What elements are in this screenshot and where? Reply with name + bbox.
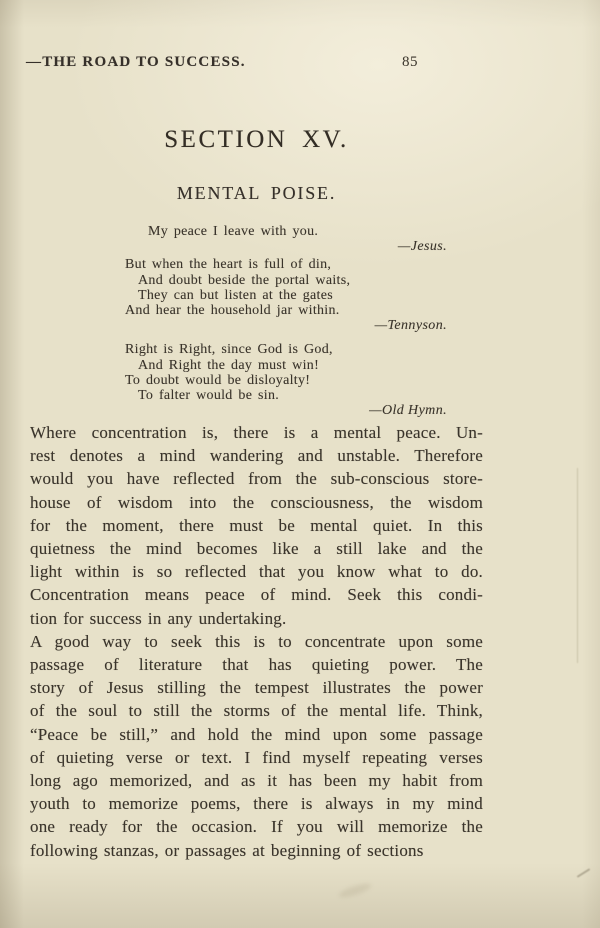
body-line: Where concentration is, there is a mental peace. Un- xyxy=(30,423,483,442)
body-line: would you have reflected from the sub-conscious store- xyxy=(30,469,483,489)
paragraph xyxy=(30,630,483,862)
verse-line: And hear the household jar within. xyxy=(125,303,340,319)
verse-line: And doubt beside the portal waits, xyxy=(138,272,351,288)
verse-line: Right is Right, since God is God, xyxy=(125,342,333,358)
section-heading: SECTION XV. xyxy=(164,126,349,153)
verse-line: And Right the day must win! xyxy=(138,357,320,373)
body-line: story of Jesus stilling the tempest illustrates the power xyxy=(30,678,483,698)
body-line: following stanzas, or passages at beginning of sections xyxy=(30,840,424,860)
body-line: rest denotes a mind wandering and unstable. Therefore xyxy=(30,446,483,466)
paper-smudge xyxy=(337,881,372,900)
epigraph-attribution: —Jesus. xyxy=(397,239,447,255)
body-line: house of wisdom into the consciousness, the wisdom xyxy=(30,492,483,512)
epigraph-block xyxy=(125,257,447,333)
verse-line: But when the heart is full of din, xyxy=(125,257,332,273)
epigraph-attribution: —Tennyson. xyxy=(374,318,447,334)
epigraph-block xyxy=(125,224,447,254)
paragraph xyxy=(30,421,483,630)
body-line: long ago memorized, and as it has been my habit from xyxy=(30,771,483,791)
epigraph-block xyxy=(125,342,447,418)
verse-line: To doubt would be disloyalty! xyxy=(125,372,311,388)
chapter-heading: MENTAL POISE. xyxy=(176,183,337,203)
epigraphs xyxy=(125,224,447,418)
epigraph-attribution: —Old Hymn. xyxy=(369,403,447,419)
verse-line: My peace I leave with you. xyxy=(148,224,319,239)
pencil-mark xyxy=(577,868,591,878)
body-line: one ready for the occasion. If you will memorize the xyxy=(30,817,483,837)
body-line: passage of literature that has quieting power. The xyxy=(30,655,483,675)
body-line: for the moment, there must be mental quiet. In this xyxy=(30,515,483,535)
running-head-title: —THE ROAD TO SUCCESS. xyxy=(26,54,246,70)
page-crease xyxy=(577,468,578,663)
verse-line: They can but listen at the gates xyxy=(138,287,333,303)
body-line: A good way to seek this is to concentrate upon some xyxy=(30,631,483,651)
body-text xyxy=(30,421,483,862)
verse-line: To falter would be sin. xyxy=(138,388,280,404)
body-line: of quieting verse or text. I find myself repeating verses xyxy=(30,747,483,767)
body-line: tion for success in any undertaking. xyxy=(30,608,287,628)
body-line: light within is so reflected that you know what to do. xyxy=(30,562,483,582)
page-number: 85 xyxy=(402,54,418,70)
body-line: of the soul to still the storms of the mental life. Think, xyxy=(30,701,483,721)
body-line: “Peace be still,” and hold the mind upon some passage xyxy=(30,724,483,744)
body-line: quietness the mind becomes like a still lake and the xyxy=(30,539,483,559)
body-line: Concentration means peace of mind. Seek this condi- xyxy=(30,585,483,605)
body-line: youth to memorize poems, there is always in my mind xyxy=(30,794,483,814)
